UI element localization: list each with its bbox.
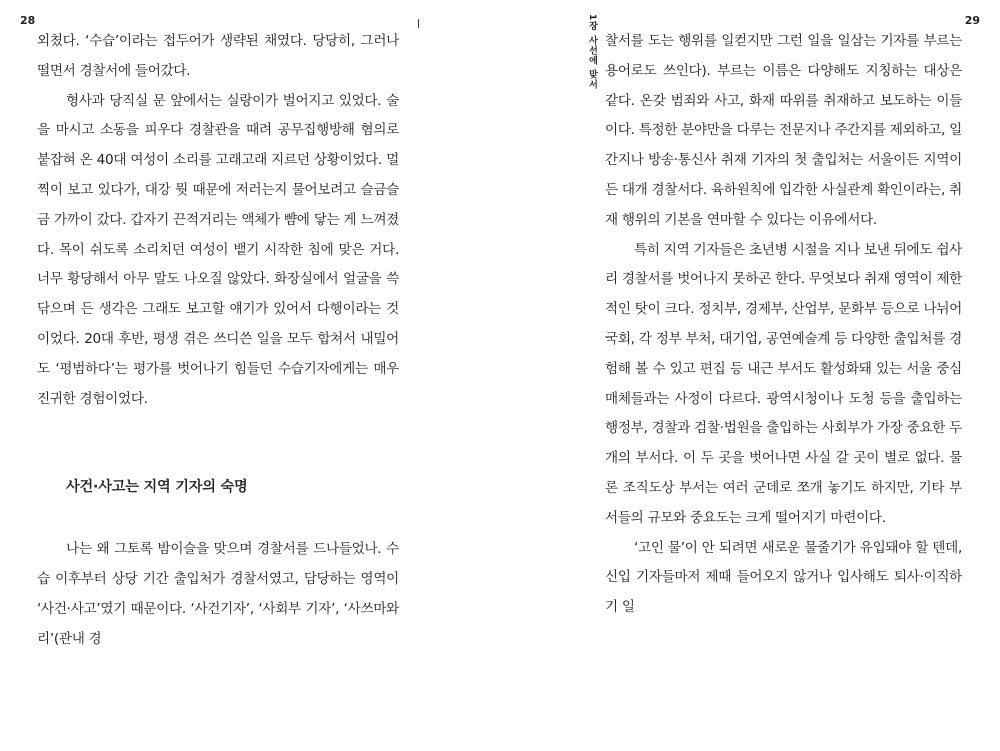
right-page-body [605, 27, 962, 623]
paragraph: 외쳤다. ‘수습’이라는 접두어가 생략된 채였다. 당당히, 그러나 떨면서 경찰서에 들어갔다. [37, 33, 399, 79]
gutter-mark [418, 19, 419, 28]
page-number-right: 29 [964, 14, 980, 27]
paragraph: 특히 지역 기자들은 초년병 시절을 지나 보낸 뒤에도 쉽사리 경찰서를 벗어나지 못하곤 한다. 무엇보다 취재 영역이 제한적인 탓이 크다. 정치부, 경제부, 산업부, 문화부 등으로 나뉘어 국회, 각 정부 부처, 대기업, 공연예술계 등 다양한 출입처를 경험해 볼 수 있고 편집 등 내근 부서도 활성화돼 있는 서울 중심 매체들과는 사정이 다르다. 광역시청이나 도청 등을 출입하는 행정부, 경찰과 검찰·법원을 출입하는 사회부가 가장 중요한 두 개의 부서다. 이 두 곳을 벗어나면 사실 갈 곳이 별로 없다. 물론 조직도상 부서는 여러 군데로 쪼개 놓기도 하지만, 기타 부서들의 규모와 중요도는 크게 떨어지기 마련이다. [605, 241, 962, 526]
paragraph: ‘고인 물’이 안 되려면 새로운 물줄기가 유입돼야 할 텐데, 신입 기자들마저 제때 들어오지 않거나 입사해도 퇴사·이직하기 일 [605, 539, 962, 616]
running-head: 1장 사선에 맞서 [587, 14, 597, 90]
paragraph: 찰서를 도는 행위를 일컫지만 그런 일을 일삼는 기자를 부르는 용어로도 쓰인다). 부르는 이름은 다양해도 지칭하는 대상은 같다. 온갖 범죄와 사고, 화재 따위를 취재하고 보도하는 이들이다. 특정한 분야만을 다루는 전문지나 주간지를 제외하고, 일간지나 방송·통신사 취재 기자의 첫 출입처는 서울이든 지역이든 대개 경찰서다. 육하원칙에 입각한 사실관계 확인이라는, 취재 행위의 기본을 연마할 수 있다는 이유에서다. [605, 33, 962, 228]
page-number-left: 28 [20, 14, 36, 27]
section-spacer [37, 503, 399, 535]
section-spacer [37, 414, 399, 473]
paragraph: 나는 왜 그토록 밤이슬을 맞으며 경찰서를 드나들었나. 수습 이후부터 상당 기간 출입처가 경찰서였고, 담당하는 영역이 ‘사건·사고’였기 때문이다. ‘사건기자’, ‘사회부 기자’, ‘사쓰마와리’(관내 경 [37, 541, 399, 647]
paragraph: 형사과 당직실 문 앞에서는 실랑이가 벌어지고 있었다. 술을 마시고 소동을 피우다 경찰관을 때려 공무집행방해 혐의로 붙잡혀 온 40대 여성이 소리를 고래고래 지르던 상황이었다. 멀찍이 보고 있다가, 대강 뭣 때문에 저러는지 물어보려고 슬금슬금 가까이 갔다. 갑자기 끈적거리는 액체가 뺨에 닿는 게 느껴졌다. 목이 쉬도록 소리치던 여성이 뱉기 시작한 침에 맞은 거다. 너무 황당해서 아무 말도 나오질 않았다. 화장실에서 얼굴을 쓱 닦으며 든 생각은 그래도 보고할 얘기가 있어서 다행이라는 것이었다. 20대 후반, 평생 겪은 쓰디쓴 일을 모두 합쳐서 내밀어도 ‘평범하다’는 평가를 벗어나기 힘들던 수습기자에게는 매우 진귀한 경험이었다. [37, 92, 399, 407]
section-heading: 사건·사고는 지역 기자의 숙명 [66, 479, 248, 496]
left-page-body [37, 27, 399, 654]
